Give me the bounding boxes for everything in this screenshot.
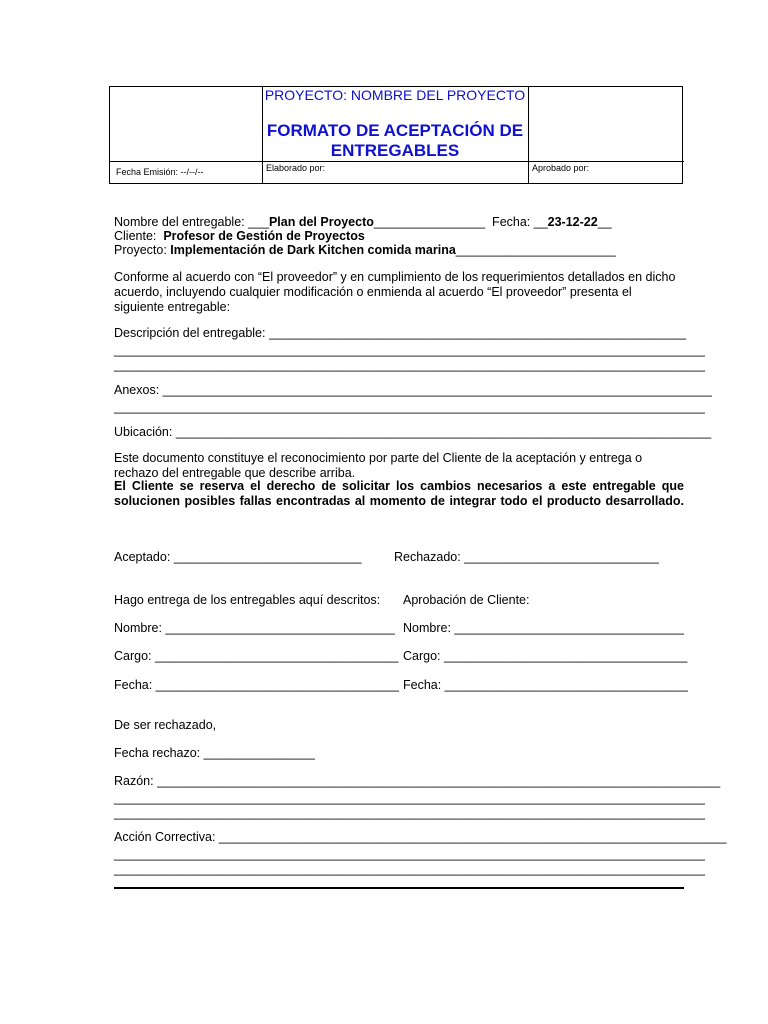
aprobado-por-label: Aprobado por: <box>532 163 590 173</box>
documento-paragraph: Este documento constituye el reconocimiento por parte del Cliente de la aceptación y entrega o rechazo del entregable que describe arriba. <box>114 451 643 480</box>
descripcion-line <box>114 326 686 341</box>
proyecto-line <box>114 243 616 258</box>
proyecto-fill: _______________________ <box>455 243 616 257</box>
nombre-value[interactable]: Plan del Proyecto <box>268 215 374 229</box>
proyecto-value[interactable]: Implementación de Dark Kitchen comida marina <box>170 243 456 257</box>
cliente-value[interactable]: Profesor de Gestión de Proyectos <box>163 229 365 243</box>
entrega-fecha-field[interactable]: Fecha: ___________________________________ <box>114 678 400 692</box>
fecha-fill: __ <box>597 215 612 229</box>
descripcion-fill-2[interactable]: _____________________________________________________________________________________ <box>114 343 705 357</box>
header-row-divider-right <box>528 161 684 162</box>
anexos-fill-2[interactable]: _____________________________________________________________________________________ <box>114 400 705 414</box>
entrega-title: Hago entrega de los entregables aquí descritos: <box>114 593 381 607</box>
ubicacion-label: Ubicación: <box>114 425 176 439</box>
cliente-cargo-field[interactable]: Cargo: ___________________________________ <box>403 649 688 663</box>
razon-fill-3[interactable]: _____________________________________________________________________________________ <box>114 806 705 820</box>
anexos-label: Anexos: <box>114 383 163 397</box>
fecha-emision-label: Fecha Emisión: --/--/-- <box>116 167 204 177</box>
anexos-field[interactable]: _______________________________________________________________________________ <box>162 383 712 397</box>
elaborado-por-label: Elaborado por: <box>266 163 326 173</box>
rechazado-field[interactable]: Rechazado: ____________________________ <box>394 550 659 564</box>
header-row-divider-left <box>110 161 262 162</box>
entrega-nombre-field[interactable]: Nombre: _________________________________ <box>114 621 395 635</box>
project-title: PROYECTO: NOMBRE DEL PROYECTO <box>264 87 526 103</box>
accion-line <box>114 830 726 845</box>
fecha-label: Fecha: __ <box>485 215 548 229</box>
cliente-line <box>114 229 365 244</box>
rechazado-intro: De ser rechazado, <box>114 718 217 732</box>
razon-fill-2[interactable]: _____________________________________________________________________________________ <box>114 791 705 805</box>
reserva-paragraph: El Cliente se reserva el derecho de solicitar los cambios necesarios a este entregable que solucionen posibles fallas encontradas al momento de integrar todo el producto desarrollado. <box>114 479 684 508</box>
accion-label: Acción Correctiva: <box>114 830 219 844</box>
aprobacion-title: Aprobación de Cliente: <box>403 593 530 607</box>
cliente-label: Cliente: <box>114 229 164 243</box>
accion-fill-3[interactable]: _____________________________________________________________________________________ <box>114 862 705 876</box>
razon-field[interactable]: _________________________________________________________________________________ <box>157 774 721 788</box>
fecha-value[interactable]: 23-12-22 <box>547 215 598 229</box>
cliente-nombre-field[interactable]: Nombre: _________________________________ <box>403 621 684 635</box>
descripcion-fill-3[interactable]: _____________________________________________________________________________________ <box>114 358 705 372</box>
bottom-rule <box>114 887 684 889</box>
nombre-label: Nombre del entregable: ___ <box>114 215 269 229</box>
cliente-fecha-field[interactable]: Fecha: ___________________________________ <box>403 678 689 692</box>
anexos-line <box>114 383 712 398</box>
fecha-rechazo-field[interactable]: Fecha rechazo: ________________ <box>114 746 315 760</box>
ubicacion-line <box>114 425 711 440</box>
header-row-divider-mid <box>262 161 528 162</box>
format-title: FORMATO DE ACEPTACIÓN DE ENTREGABLES <box>266 121 524 160</box>
entrega-cargo-field[interactable]: Cargo: ___________________________________ <box>114 649 399 663</box>
header-table <box>109 86 683 184</box>
descripcion-label: Descripción del entregable: <box>114 326 269 340</box>
razon-line <box>114 774 720 789</box>
proyecto-label: Proyecto: <box>114 243 171 257</box>
nombre-fill: ________________ <box>373 215 486 229</box>
descripcion-field[interactable]: ____________________________________________________________ <box>268 326 687 340</box>
aceptado-field[interactable]: Aceptado: ___________________________ <box>114 550 362 564</box>
conforme-paragraph: Conforme al acuerdo con “El proveedor” y en cumplimiento de los requerimientos detallados en dicho acuerdo, incluyendo cualquier modificación o enmienda al acuerdo “El proveedor” presenta el siguiente entregable: <box>114 270 676 314</box>
nombre-entregable-line <box>114 215 612 230</box>
header-divider-right <box>528 87 529 183</box>
ubicacion-field[interactable]: _____________________________________________________________________________ <box>175 425 712 439</box>
razon-label: Razón: <box>114 774 158 788</box>
accion-field[interactable]: _________________________________________________________________________ <box>218 830 727 844</box>
accion-fill-2[interactable]: _____________________________________________________________________________________ <box>114 847 705 861</box>
